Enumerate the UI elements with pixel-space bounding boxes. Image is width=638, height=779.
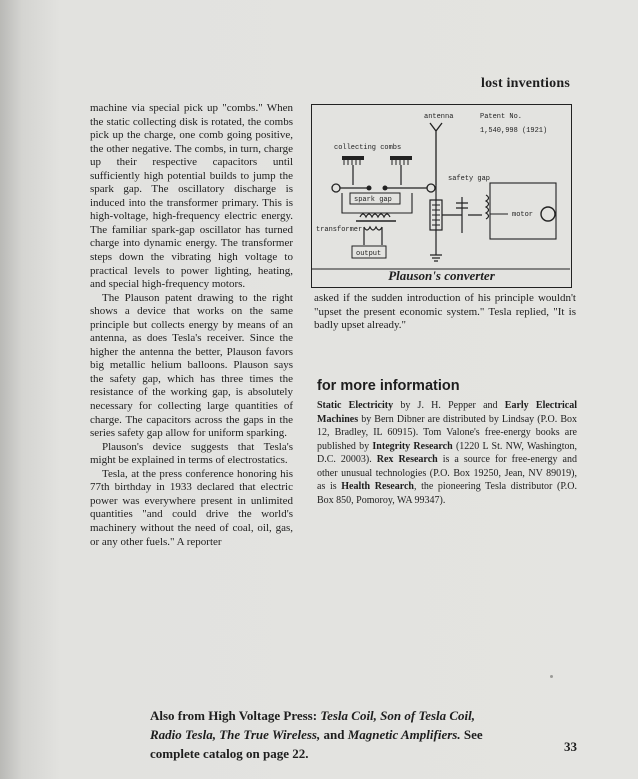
text-run: , the pioneering Tesla distributor (P.O. Box 850, Pomoroy, WA 99347). <box>317 481 577 506</box>
terminal-icon <box>427 184 435 192</box>
coil-icon <box>486 195 489 219</box>
spark-gap-label: spark gap <box>354 196 392 204</box>
speck <box>550 675 553 678</box>
patent-number-label: 1,540,998 (1921) <box>480 127 548 135</box>
antenna-icon <box>430 123 442 185</box>
comb-icon <box>390 156 412 160</box>
antenna-label: antenna <box>424 113 454 121</box>
motor-icon <box>541 207 555 221</box>
safety-gap-label: safety gap <box>448 175 491 183</box>
coil-icon <box>360 214 390 217</box>
capacitor-icon <box>442 197 482 233</box>
text-run: Also from High Voltage Press: <box>150 708 321 723</box>
book-title: Static Electricity <box>317 400 394 411</box>
comb-teeth-icon <box>344 160 408 165</box>
more-info-body <box>317 399 577 507</box>
text-run: by Bern Dibner are distributed by Lindsay (P.O. Box 12, Bradley, IL 60915). Tom Valone's free-energy books are published by <box>317 413 577 452</box>
book-titles: Magnetic Amplifiers. <box>347 727 461 742</box>
text-run: is a source for free-energy and other unusual technologies (P.O. Box 19250, Jean, NV 89019), as is <box>317 454 577 493</box>
publisher-name: Integrity Research <box>372 440 453 452</box>
patent-figure <box>311 104 572 288</box>
book-titles: Tesla Coil, Son of Tesla Coil, Radio Tesla, The True Wireless, <box>150 708 476 742</box>
book-title: Early Electrical Machines <box>317 400 578 425</box>
figure-caption: Plauson's converter <box>388 268 495 283</box>
publisher-name: Rex Research <box>376 454 438 466</box>
text-run: by J. H. Pepper and <box>393 400 505 411</box>
section-header: lost inventions <box>481 76 570 91</box>
circuit-diagram <box>312 105 570 286</box>
more-info-heading: for more information <box>317 378 460 394</box>
coil-icon <box>364 227 382 245</box>
transformer-label: transformer <box>316 226 363 234</box>
left-column <box>90 102 293 549</box>
output-label: output <box>356 250 382 258</box>
ground-icon <box>430 185 442 261</box>
comb-icon <box>342 156 364 160</box>
spark-ball-icon <box>367 186 372 191</box>
page-number: 33 <box>564 739 577 754</box>
combs-label: collecting combs <box>334 144 402 152</box>
text-run: See complete catalog on page 22. <box>150 727 483 761</box>
paragraph: asked if the sudden introduction of his principle wouldn't "upset the present economic system." Tesla replied, "It is badly upset already." <box>314 292 576 332</box>
right-column <box>314 292 576 333</box>
text-run: and <box>320 727 348 742</box>
spark-ball-icon <box>383 186 388 191</box>
paragraph: Plauson's device suggests that Tesla's might be explained in terms of electrostatics. <box>90 440 293 467</box>
paragraph: The Plauson patent drawing to the right shows a device that works on the same principle but collects energy by means of an antenna, as does Tesla's receiver. Since the higher the antenna the better, Plauson favors big metallic helium balloons. Plauson says the safety gap, which has three times the resistance of the working gap, is absolutely necessary for collecting large quantities of charge. The capacitors across the gaps in the series safety gap allow for uniform sparking. <box>90 291 293 440</box>
footer-ad <box>150 706 490 763</box>
paragraph: Tesla, at the press conference honoring his 77th birthday in 1933 declared that electric power was everywhere present in unlimited quantities "and could drive the world's machinery without the need of coal, oil, gas, or any other fuels." A reporter <box>90 467 293 548</box>
text-run: (1220 L St. NW, Washington, D.C. 20003). <box>317 440 577 466</box>
patent-label: Patent No. <box>480 113 523 121</box>
paragraph: machine via special pick up "combs." When the static collecting disk is rotated, the combs pick up the charge, one comb going positive, the other negative. The combs, in turn, charge up their respective capacitors until sufficiently high potential builds to jump the spark gap. The oscillatory discharge is induced into the transformer primary. This is high-voltage, high-frequency electric energy. The familiar spark-gap oscillator has turned charge into dynamic energy. The transformer steps down the vibrating high voltage to practical levels to power lighting, heating, and special high-frequency motors. <box>90 102 293 291</box>
motor-label: motor <box>512 211 534 219</box>
comb-wire-icon <box>353 165 401 185</box>
publisher-name: Health Research <box>341 481 414 493</box>
terminal-icon <box>332 184 340 192</box>
